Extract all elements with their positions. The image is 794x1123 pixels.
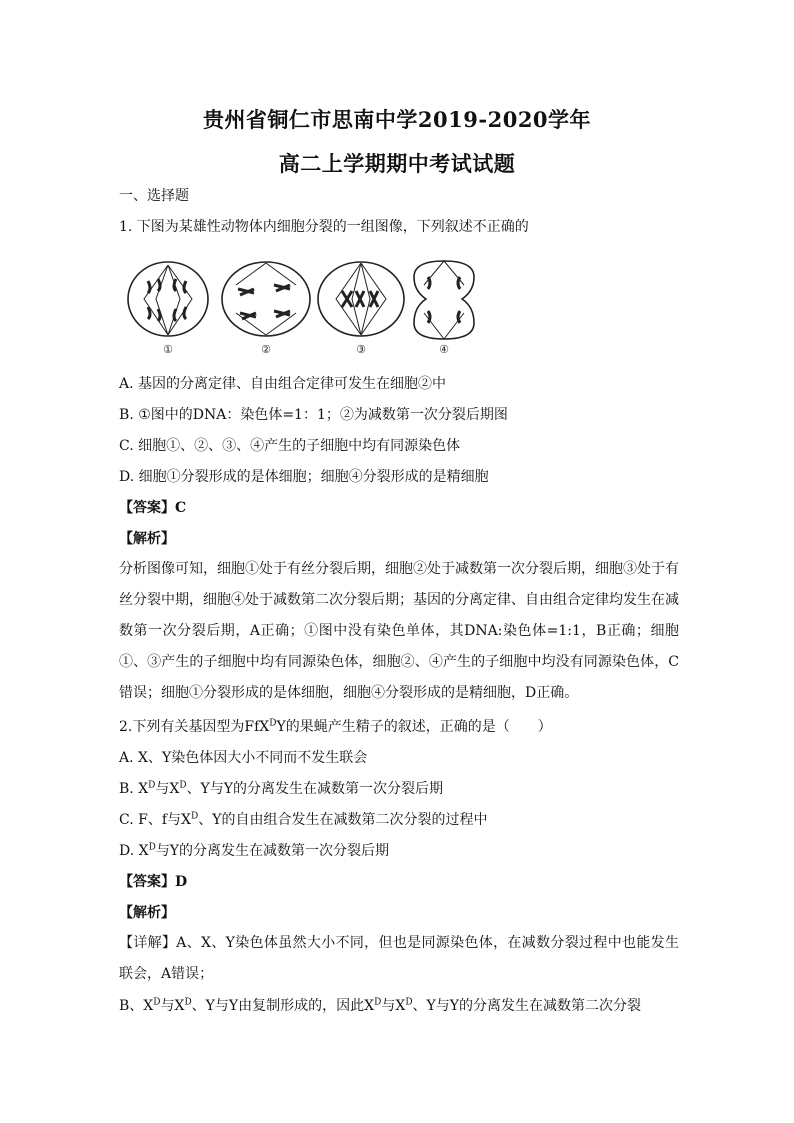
q2-stem	[119, 717, 679, 737]
cell-1-diagram	[128, 262, 208, 336]
figure-label-3: ③	[356, 343, 366, 356]
document-title-line1: 贵州省铜仁市思南中学2019-2020学年	[202, 107, 592, 132]
q2-detail2-sup3: D	[374, 997, 382, 1008]
cell-3-diagram	[318, 262, 404, 336]
q2-optd-part2: 与Y的分离发生在减数第一次分裂后期	[155, 843, 390, 859]
q2-optc-part1: C. F、f与X	[119, 812, 191, 828]
q2-optc-part2: 、Y的自由组合发生在减数第二次分裂的过程中	[198, 812, 488, 828]
q2-option-a: A. X、Y染色体因大小不同而不发生联会	[119, 750, 368, 766]
q2-optc-sup: D	[190, 811, 199, 822]
q1-analysis-text: 分析图像可知，细胞①处于有丝分裂后期，细胞②处于减数第一次分裂后期，细胞③处于有丝分裂中期，细胞④处于减数第二次分裂后期；基因的分离定律、自由组合定律均发生在减数第一次分裂后期，A正确；①图中没有染色单体，其DNA:染色体=1:1，B正确；细胞①、③产生的子细胞中均有同源染色体，细胞②、④产生的子细胞中均没有同源染色体，C错误；细胞①分裂形成的是体细胞，细胞④分裂形成的是精细胞，D正确。	[119, 561, 679, 701]
document-title-line2: 高二上学期期中考试试题	[278, 151, 516, 176]
q2-detail2-sup2: D	[184, 997, 192, 1008]
q2-optd-sup: D	[148, 842, 156, 853]
q2-detail2-part2: 与X	[160, 998, 185, 1014]
q1-option-d: D. 细胞①分裂形成的是体细胞；细胞④分裂形成的是精细胞	[119, 469, 489, 485]
q2-stem-part1: 2.下列有关基因型为FfX	[119, 719, 270, 735]
q2-optb-part2: 与X	[155, 781, 180, 797]
q2-optb-part1: B. X	[119, 781, 149, 797]
q1-stem: 1. 下图为某雄性动物体内细胞分裂的一组图像，下列叙述不正确的	[119, 219, 529, 235]
q2-detail2-part5: 、Y与Y的分离发生在减数第二次分裂	[412, 998, 642, 1014]
q1-option-c: C. 细胞①、②、③、④产生的子细胞中均有同源染色体	[119, 438, 461, 454]
q2-option-c	[119, 810, 679, 830]
figure-label-4: ④	[439, 343, 449, 356]
figure-label-1: ①	[163, 343, 173, 356]
q2-detail-1: 【详解】A、X、Y染色体虽然大小不同，但也是同源染色体，在减数分裂过程中也能发生联会，A错误；	[119, 935, 679, 982]
q2-detail2-part3: 、Y与Y由复制形成的，因此X	[191, 998, 375, 1014]
q2-optd-part1: D. X	[119, 843, 149, 859]
q2-detail2-sup4: D	[405, 997, 413, 1008]
q2-option-b	[119, 779, 679, 799]
q2-option-d	[119, 841, 679, 861]
section-heading: 一、选择题	[119, 188, 189, 204]
q2-detail2-part4: 与X	[381, 998, 406, 1014]
q2-optb-sup1: D	[148, 780, 156, 791]
q2-detail-2	[119, 996, 679, 1016]
cell-2-diagram	[222, 262, 310, 336]
q1-answer: 【答案】C	[119, 500, 187, 516]
cell-division-figure	[124, 255, 494, 360]
q1-analysis-heading: 【解析】	[119, 531, 175, 547]
q2-analysis-heading: 【解析】	[119, 905, 175, 921]
q2-stem-sup: D	[269, 718, 277, 729]
q1-option-b: B. ①图中的DNA：染色体=1：1；②为减数第一次分裂后期图	[119, 407, 508, 423]
q2-detail2-part1: B、X	[119, 998, 154, 1014]
figure-label-2: ②	[261, 343, 271, 356]
q2-answer: 【答案】D	[119, 874, 188, 890]
q2-detail2-sup1: D	[153, 997, 161, 1008]
q2-optb-part3: 、Y与Y的分离发生在减数第一次分裂后期	[186, 781, 444, 797]
q2-optb-sup2: D	[179, 780, 187, 791]
q1-option-a: A. 基因的分离定律、自由组合定律可发生在细胞②中	[119, 376, 447, 392]
cell-4-diagram	[414, 261, 474, 339]
q2-stem-part2: Y的果蝇产生精子的叙述，正确的是（ ）	[276, 719, 552, 735]
